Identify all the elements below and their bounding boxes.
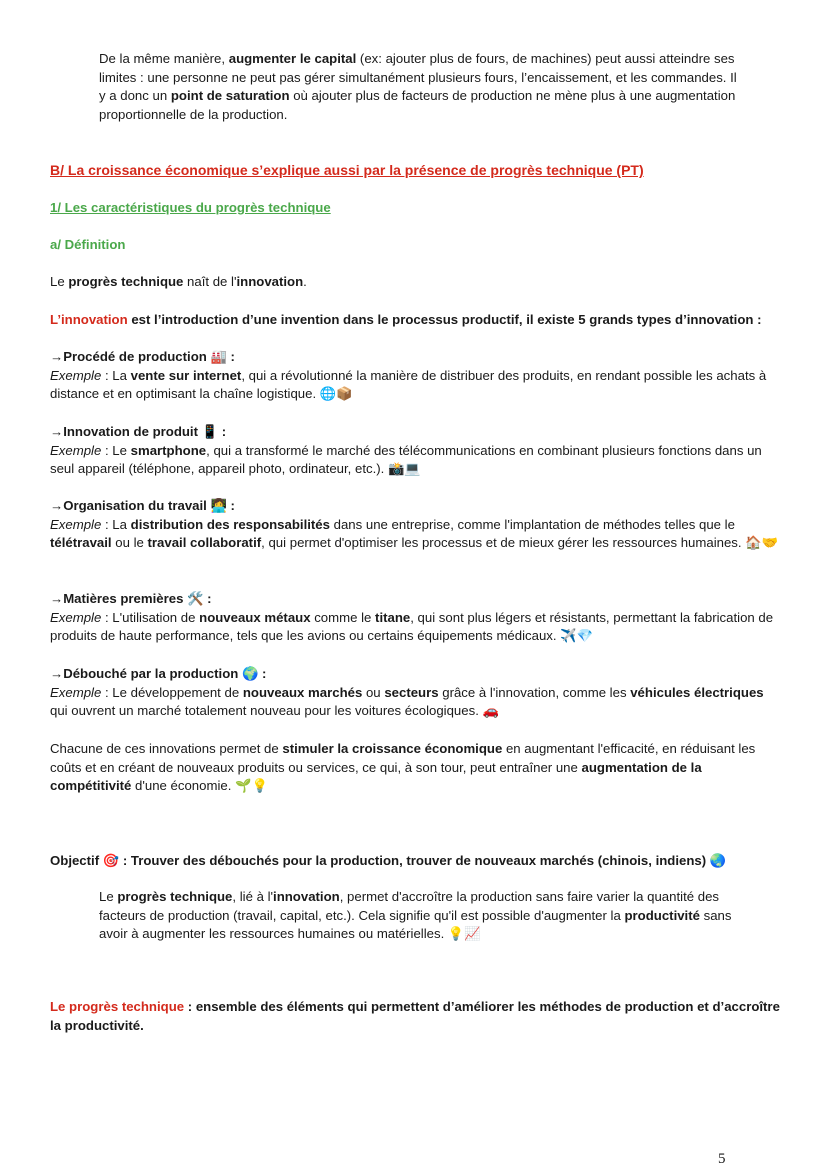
type-title: →Procédé de production 🏭 : [50,349,235,364]
intro-paragraph: De la même manière, augmenter le capital (ex: ajouter plus de fours, de machines) peut aussi atteindre ses limites : une personne ne peut pas gérer simultanément plusieurs fours, l’encaissement, et les commandes. Il y a donc un point de saturation où ajouter plus de facteurs de production ne mène plus à une augmentation proportionnelle de la production. [99,51,737,122]
type-title: →Innovation de produit 📱 : [50,424,227,439]
innovation-type-raw-materials: →Matières premières 🛠️ : Exemple : L'utilisation de nouveaux métaux comme le titane, qui sont plus légers et résistants, permettant la fabrication de produits de haute performance, tels que les avions ou certains équipements médicaux. ✈️💎 [50,591,774,644]
innovation-type-market-outlet: →Débouché par la production 🌍 : Exemple : Le développement de nouveaux marchés ou secteurs grâce à l'innovation, comme les véhicules électriques qui ouvrent un marché totalement nouveau pour les voitures écologiques. 🚗 [50,666,764,719]
innovation-type-process: →Procédé de production 🏭 : Exemple : La vente sur internet, qui a révolutionné la manière de distribuer des produits, en rendant possible les achats à distance et en optimisant la chaîne logistique. 🌐📦 [50,349,767,402]
definition-paragraph: Le progrès technique naît de l'innovation. [50,274,307,289]
productivity-paragraph: Le progrès technique, lié à l'innovation, permet d'accroître la production sans faire varier la quantité des facteurs de production (travail, capital, etc.). Cela signifie qu'il est possible d'augmenter la productivité sans avoir à augmenter les ressources humaines ou matérielles. 💡📈 [99,889,732,942]
final-definition: Le progrès technique : ensemble des éléments qui permettent d’améliorer les méthodes de production et d’accroître la productivité. [50,999,780,1033]
objective-line: Objectif 🎯 : Trouver des débouchés pour la production, trouver de nouveaux marchés (chinois, indiens) 🌏 [50,853,727,868]
type-title: →Organisation du travail 👩‍💻 : [50,498,235,513]
innovation-definition: L’innovation est l’introduction d’une invention dans le processus productif, il existe 5 grands types d’innovation : [50,312,762,327]
innovation-type-product: →Innovation de produit 📱 : Exemple : Le smartphone, qui a transformé le marché des télécommunications en combinant plusieurs fonctions dans un seul appareil (téléphone, appareil photo, ordinateur, etc.). 📸💻 [50,424,762,477]
subheading-definition: a/ Définition [50,237,126,252]
summary-paragraph: Chacune de ces innovations permet de stimuler la croissance économique en augmentant l'efficacité, en réduisant les coûts et en créant de nouveaux produits ou services, ce qui, à son tour, peut entraîner une augmentation de la compétitivité d'une économie. 🌱💡 [50,741,756,794]
subheading-characteristics: 1/ Les caractéristiques du progrès technique [50,200,331,215]
section-heading-b: B/ La croissance économique s’explique aussi par la présence de progrès technique (PT) [50,162,644,178]
type-title: →Matières premières 🛠️ : [50,591,212,606]
innovation-type-work-organization: →Organisation du travail 👩‍💻 : Exemple : La distribution des responsabilités dans une entreprise, comme l'implantation de méthodes telles que le télétravail ou le travail collaboratif, qui permet d'optimiser les processus et de mieux gérer les ressources humaines. 🏠🤝 [50,498,779,551]
page-number: 5 [718,1151,726,1167]
type-title: →Débouché par la production 🌍 : [50,666,267,681]
